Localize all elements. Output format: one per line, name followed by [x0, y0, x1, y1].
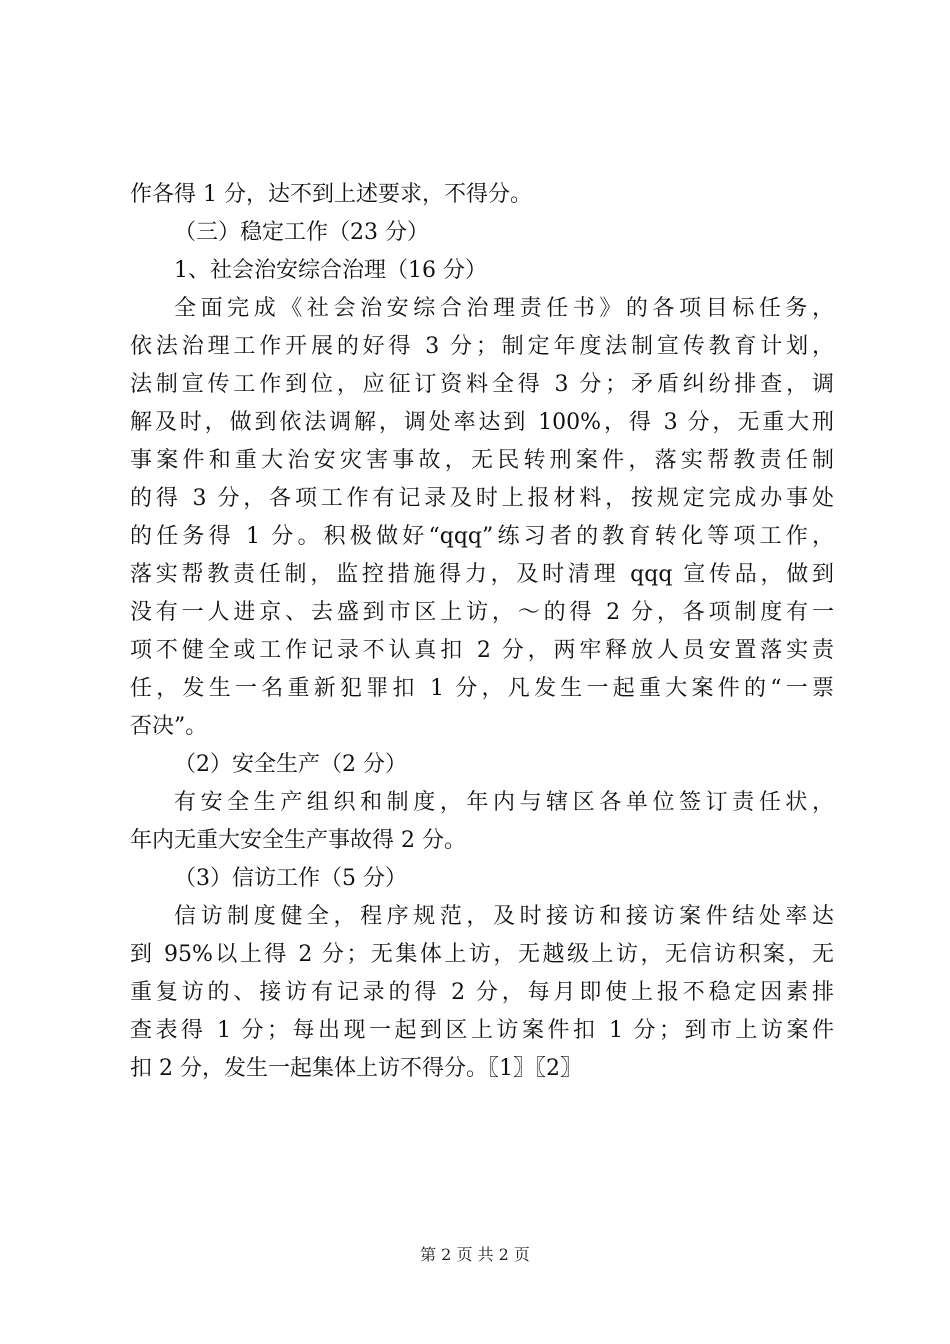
page-footer: 第 2 页 共 2 页 — [420, 1245, 530, 1264]
paragraph-line: 全面完成《社会治安综合治理责任书》的各项目标任务， — [174, 296, 834, 321]
paragraph-line: 查表得 1 分；每出现一起到区上访案件扣 1 分；到市上访案件 — [130, 1018, 834, 1043]
paragraph-line: 解及时，做到依法调解，调处率达到 100%，得 3 分，无重大刑 — [130, 410, 834, 435]
paragraph-line: 信访制度健全，程序规范，及时接访和接访案件结处率达 — [174, 904, 834, 929]
section-heading-stability: （三）稳定工作（23 分） — [174, 220, 429, 245]
body-text — [130, 176, 834, 1088]
paragraph-line: 事案件和重大治安灾害事故，无民转刑案件，落实帮教责任制 — [130, 448, 834, 473]
paragraph-line: 否决”。 — [130, 714, 208, 739]
paragraph-line: 项不健全或工作记录不认真扣 2 分，两牢释放人员安置落实责 — [130, 638, 834, 663]
subsection-heading-public-security: 1、社会治安综合治理（16 分） — [174, 258, 487, 283]
paragraph-line: 没有一人进京、去盛到市区上访，～的得 2 分，各项制度有一 — [130, 600, 834, 625]
subsection-heading-petitions: （3）信访工作（5 分） — [174, 866, 407, 891]
paragraph-line: 重复访的、接访有记录的得 2 分，每月即使上报不稳定因素排 — [130, 980, 834, 1005]
paragraph-line: 到 95%以上得 2 分；无集体上访，无越级上访，无信访积案，无 — [130, 942, 834, 967]
paragraph-line: 任，发生一名重新犯罪扣 1 分，凡发生一起重大案件的“一票 — [130, 676, 834, 701]
subsection-heading-safety: （2）安全生产（2 分） — [174, 752, 407, 777]
paragraph-line: 的得 3 分，各项工作有记录及时上报材料，按规定完成办事处 — [130, 486, 834, 511]
paragraph-line: 法制宣传工作到位，应征订资料全得 3 分；矛盾纠纷排查，调 — [130, 372, 834, 397]
paragraph-line: 年内无重大安全生产事故得 2 分。 — [130, 828, 466, 853]
paragraph-line: 落实帮教责任制，监控措施得力，及时清理 qqq 宣传品，做到 — [130, 562, 834, 587]
paragraph-line: 依法治理工作开展的好得 3 分；制定年度法制宣传教育计划， — [130, 334, 834, 359]
paragraph-line: 有安全生产组织和制度，年内与辖区各单位签订责任状， — [174, 790, 834, 815]
paragraph-line: 作各得 1 分，达不到上述要求，不得分。 — [130, 182, 532, 207]
paragraph-line: 的任务得 1 分。积极做好“qqq”练习者的教育转化等项工作， — [130, 524, 834, 549]
paragraph-line: 扣 2 分，发生一起集体上访不得分。〖1〗〖2〗 — [130, 1056, 582, 1081]
